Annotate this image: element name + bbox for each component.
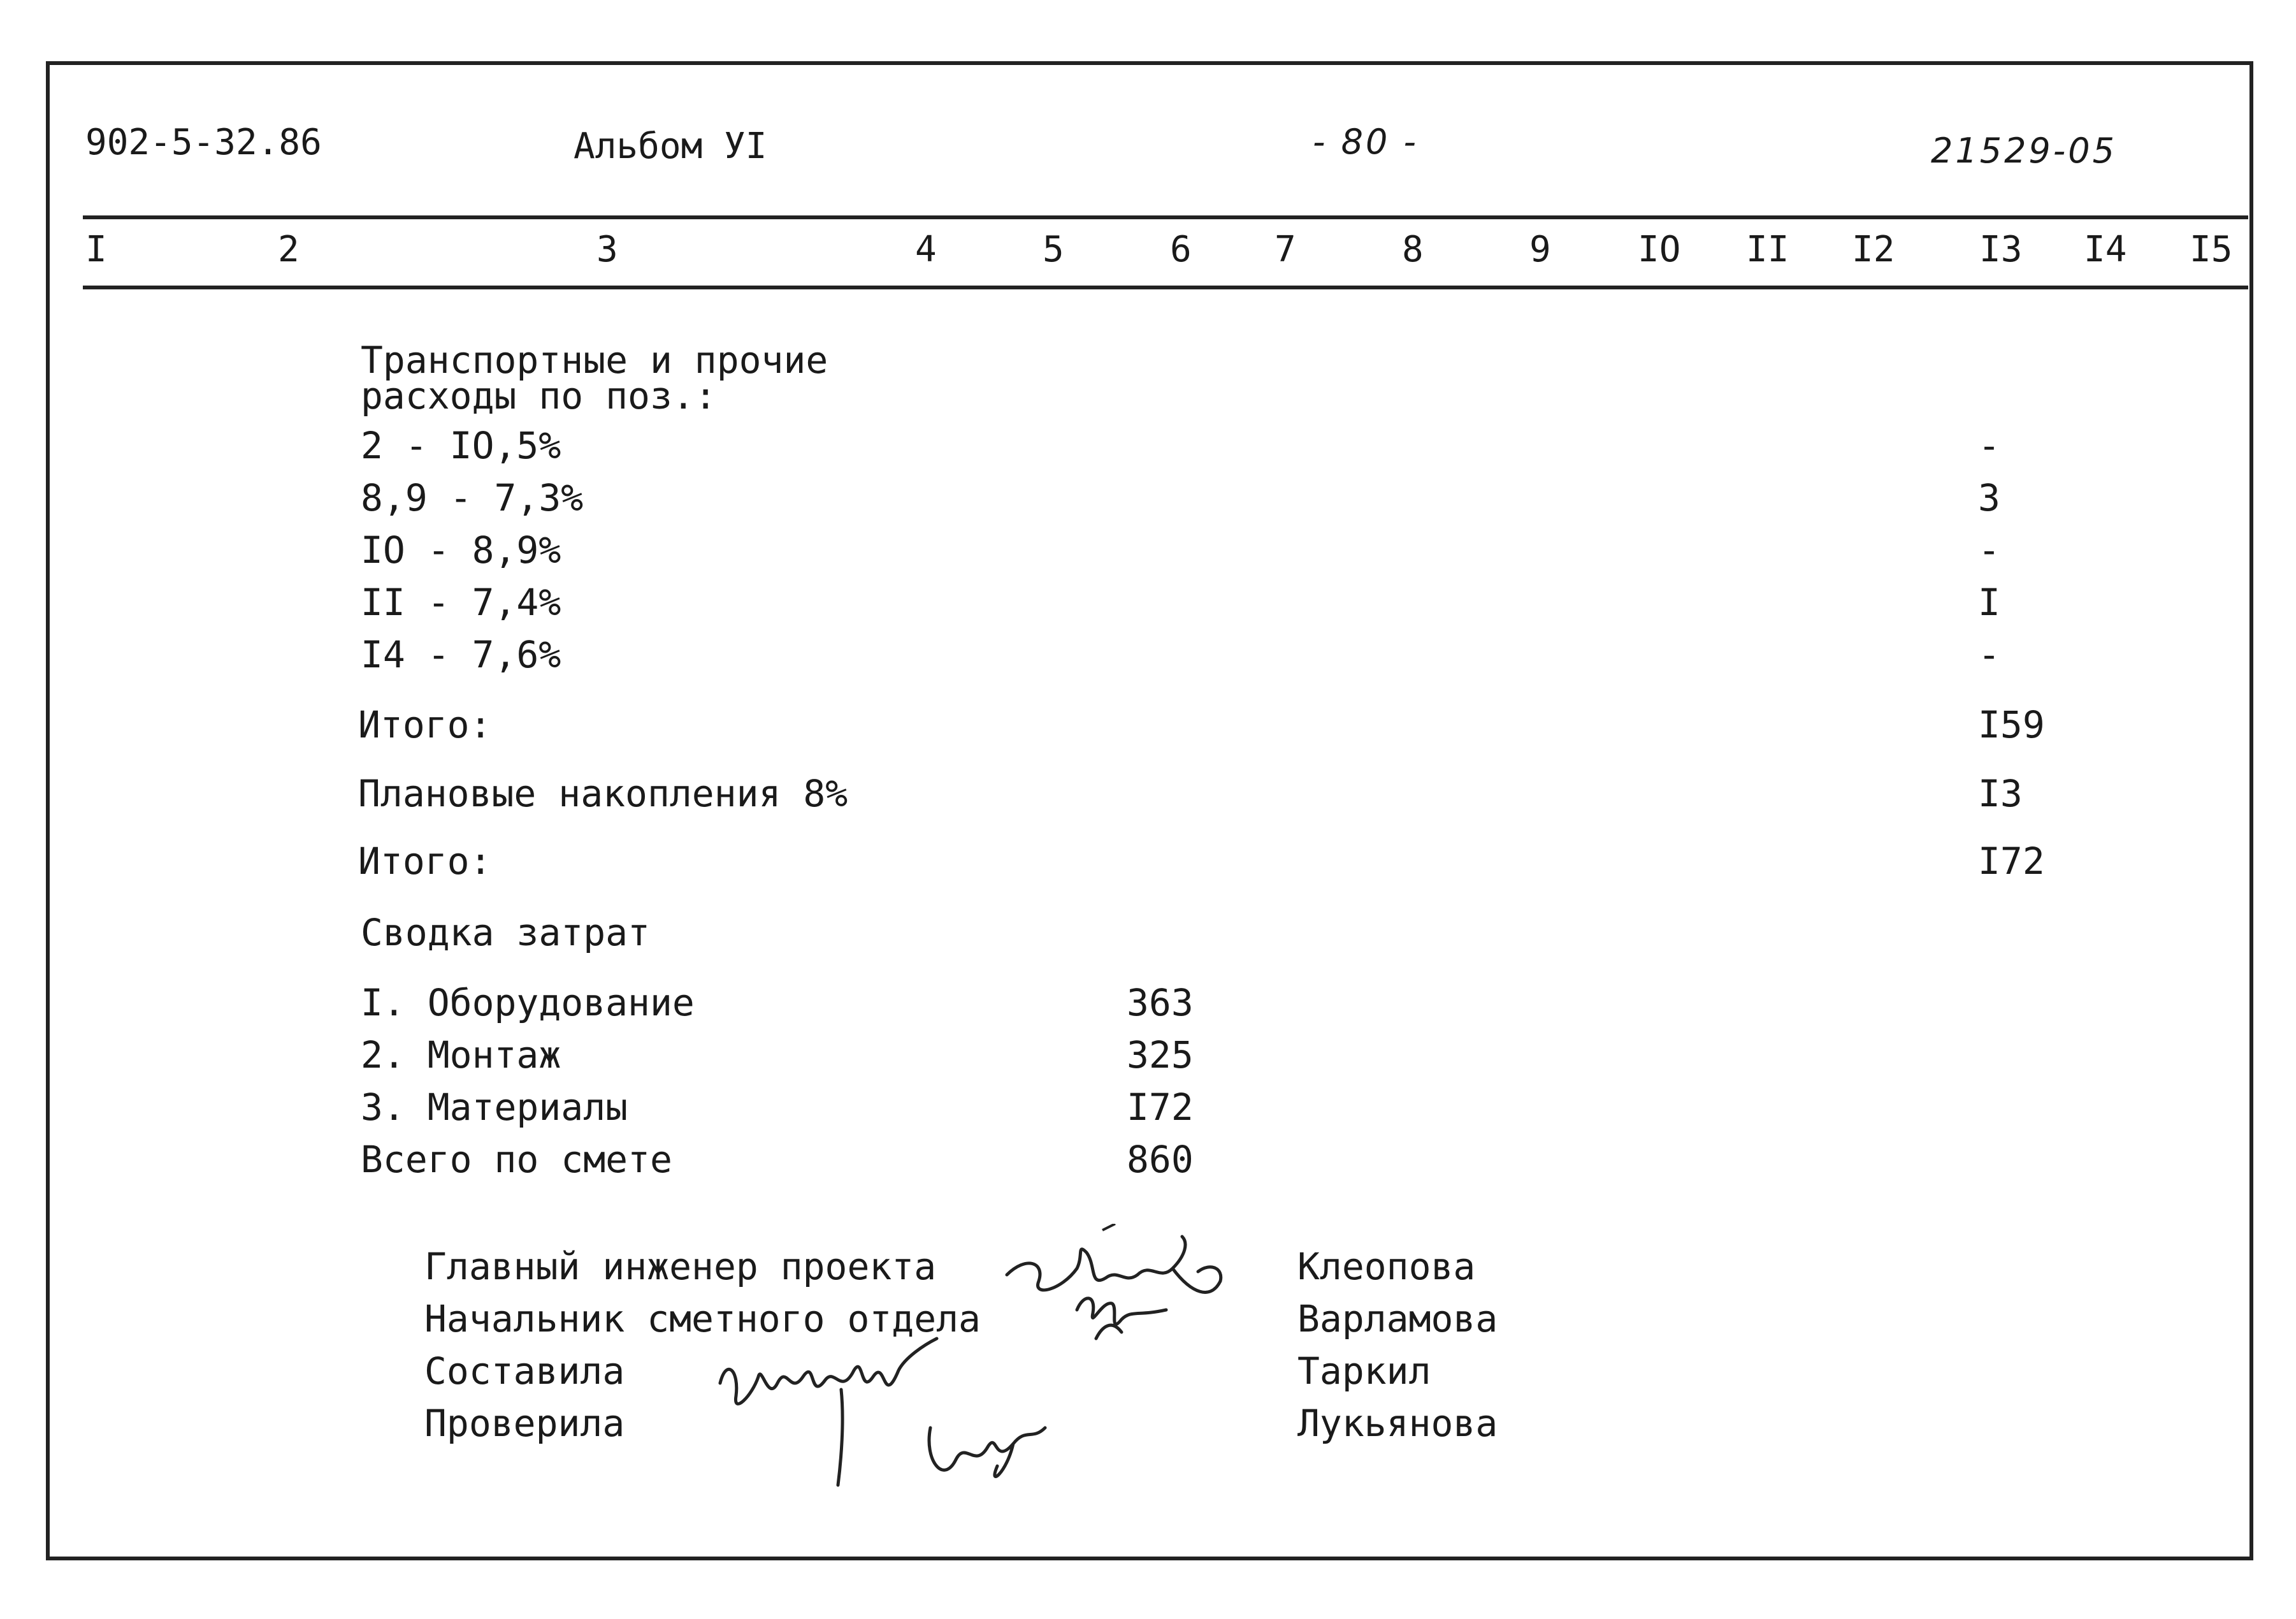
transport-row-value: I (1978, 581, 2000, 624)
planned-savings-label: Плановые накопления 8% (358, 772, 848, 815)
summary-row-value: 363 (1127, 981, 1194, 1024)
signature-role: Проверила (424, 1402, 625, 1445)
header-rule-bottom (83, 286, 2248, 289)
summary-total-value: 860 (1127, 1138, 1194, 1181)
transport-title-line1: Транспортные и прочие (361, 338, 828, 382)
column-number: I2 (1852, 229, 1895, 270)
handwritten-signature-compiler (714, 1332, 1071, 1492)
planned-savings-value: I3 (1978, 772, 2023, 815)
column-number: I3 (1979, 229, 2023, 270)
transport-row-label: 8,9 - 7,3% (361, 476, 584, 519)
summary-row-label: I. Оборудование (361, 981, 695, 1024)
column-number: 3 (596, 229, 618, 270)
summary-row-label: 2. Монтаж (361, 1033, 561, 1077)
summary-row-value: 325 (1127, 1033, 1194, 1077)
subtotal-label: Итого: (358, 703, 492, 746)
column-number: 4 (915, 229, 937, 270)
signature-role: Составила (424, 1349, 625, 1393)
signature-role: Главный инженер проекта (424, 1245, 937, 1288)
transport-row-value: 3 (1978, 476, 2000, 519)
transport-row-label: II - 7,4% (361, 581, 561, 624)
column-number: 2 (278, 229, 300, 270)
transport-row-value: - (1978, 633, 2000, 676)
column-number: I (85, 229, 107, 270)
transport-row-label: 2 - IO,5% (361, 424, 561, 467)
column-number: I5 (2190, 229, 2233, 270)
signature-role: Начальник сметного отдела (424, 1297, 981, 1340)
cost-summary-title: Сводка затрат (361, 911, 650, 954)
column-number: 9 (1529, 229, 1551, 270)
column-number: 7 (1274, 229, 1296, 270)
summary-row-label: 3. Материалы (361, 1085, 628, 1129)
signature-name: Клеопова (1297, 1245, 1476, 1288)
column-number: 5 (1043, 229, 1064, 270)
album-label: Альбом УI (574, 126, 767, 167)
subtotal-value: I59 (1978, 703, 2045, 746)
column-number: 8 (1402, 229, 1424, 270)
transport-title-line2: расходы по поз.: (361, 374, 717, 417)
column-number: I4 (2084, 229, 2127, 270)
total-label: Итого: (358, 839, 492, 883)
summary-total-label: Всего по смете (361, 1138, 672, 1181)
signature-name: Варламова (1297, 1297, 1498, 1340)
column-number: IO (1638, 229, 1681, 270)
registration-number: 21529-05 (1931, 131, 2117, 171)
signature-name: Лукьянова (1297, 1402, 1498, 1445)
summary-row-value: I72 (1127, 1085, 1194, 1129)
signature-name: Таркил (1297, 1349, 1431, 1393)
transport-row-value: - (1978, 528, 2000, 572)
transport-row-label: IO - 8,9% (361, 528, 561, 572)
page-number: - 80 - (1313, 122, 1419, 162)
column-number: II (1746, 229, 1789, 270)
document-code: 902-5-32.86 (85, 122, 322, 163)
column-number: 6 (1170, 229, 1192, 270)
header-rule-top (83, 215, 2248, 219)
transport-row-label: I4 - 7,6% (361, 633, 561, 676)
total-value: I72 (1978, 839, 2045, 883)
transport-row-value: - (1978, 424, 2000, 467)
